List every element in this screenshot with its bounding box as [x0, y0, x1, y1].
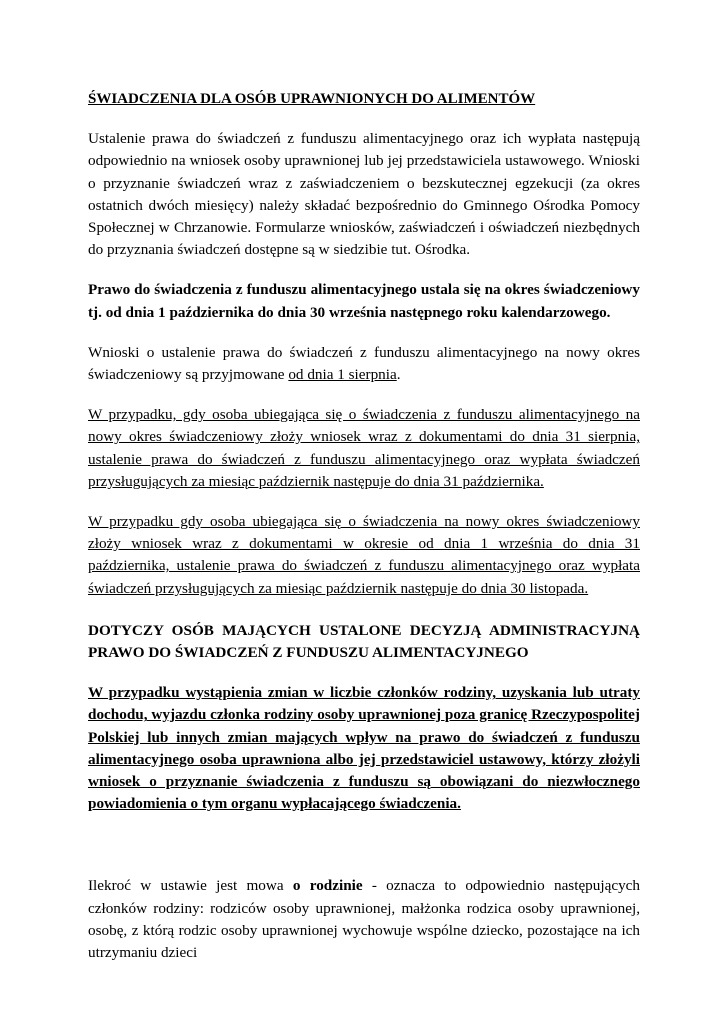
paragraph-change-notification: W przypadku wystąpienia zmian w liczbie członków rodziny, uzyskania lub utraty dochodu, wyjazdu członka rodziny osoby uprawnionej poza granicę Rzeczypospolitej Polskiej lub innych zmian mających wpływ na prawo do świadczeń z funduszu alimentacyjnego osoba uprawniona albo jej przedstawiciel ustawowy, którzy złożyli wniosek o przyznanie świadczenia z funduszu są obowiązani do niezwłocznego powiadomienia o tym organu wypłacającego świadczenia. — [88, 684, 640, 813]
family-definition-intro: Ilekroć w ustawie jest mowa — [88, 877, 293, 895]
paragraph-deadline-october: W przypadku gdy osoba ubiegająca się o świadczenia na nowy okres świadczeniowy złoży wniosek wraz z dokumentami w okresie od dnia 1 września do dnia 31 października, ustalenie prawa do świadczeń z funduszu alimentacyjnego oraz wypłata świadczeń przysługujących za miesiąc październik następuje do dnia 30 listopada. — [88, 513, 640, 597]
family-definition-term: o rodzinie — [292, 877, 363, 895]
paragraph-benefit-period: Prawo do świadczenia z funduszu alimentacyjnego ustala się na okres świadczeniowy tj. od dnia 1 października do dnia 30 września następnego roku kalendarzowego. — [88, 281, 640, 321]
paragraph-family-definition — [88, 875, 640, 964]
paragraph-application-date-text: Wnioski o ustalenie prawa do świadczeń z funduszu alimentacyjnego na nowy okres świadczeniowy są przyjmowane — [88, 343, 640, 384]
document-page — [88, 88, 640, 964]
application-start-date: od dnia 1 sierpnia — [288, 366, 397, 384]
document-title: ŚWIADCZENIA DLA OSÓB UPRAWNIONYCH DO ALIMENTÓW — [88, 91, 536, 107]
paragraph-application-date — [88, 342, 640, 386]
paragraph-application-rules: Ustalenie prawa do świadczeń z funduszu alimentacyjnego oraz ich wypłata następują odpowiednio na wniosek osoby uprawnionej lub jej przedstawiciela ustawowego. Wnioski o przyznanie świadczeń wraz z zaświadczeniem o bezskutecznej egzekucji (za okres ostatnich dwóch miesięcy) należy składać bezpośrednio do Gminnego Ośrodka Pomocy Społecznej w Chrzanowie. Formularze wniosków, zaświadczeń i oświadczeń niezbędnych do przyznania świadczeń dostępne są w siedzibie tut. Ośrodka. — [88, 130, 640, 259]
family-definition-text: - oznacza to odpowiednio następujących członków rodziny: rodziców osoby uprawnionej, małżonka rodzica osoby uprawnionej, osobę, z którą rodzic osoby uprawnionej wychowuje wspólne dziecko, pozostające na ich utrzymaniu dzieci — [88, 877, 640, 962]
section-heading-decision: DOTYCZY OSÓB MAJĄCYCH USTALONE DECYZJĄ ADMINISTRACYJNĄ PRAWO DO ŚWIADCZEŃ Z FUNDUSZU ALIMENTACYJNEGO — [88, 621, 640, 662]
paragraph-deadline-august: W przypadku, gdy osoba ubiegająca się o świadczenia z funduszu alimentacyjnego na nowy okres świadczeniowy złoży wniosek wraz z dokumentami do dnia 31 sierpnia, ustalenie prawa do świadczeń z funduszu alimentacyjnego oraz wypłata świadczeń przysługujących za miesiąc październik następuje do dnia 31 października. — [88, 406, 640, 490]
paragraph-application-date-end: . — [396, 366, 401, 384]
